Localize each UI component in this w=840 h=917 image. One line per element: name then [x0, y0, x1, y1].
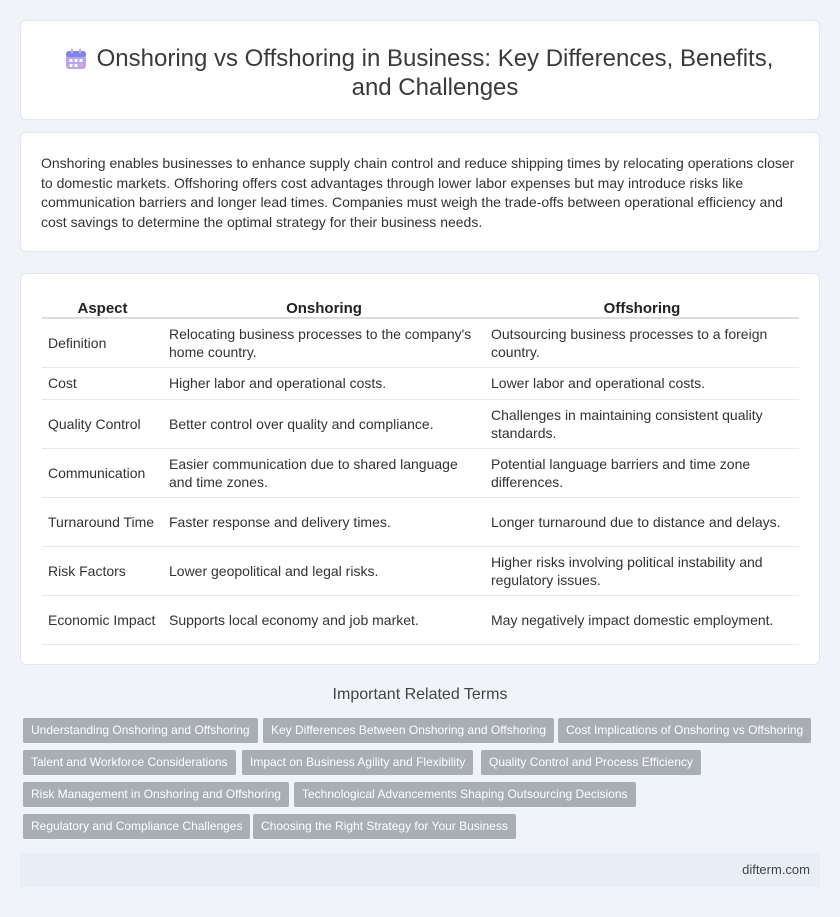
- header-offshoring: Offshoring: [485, 296, 799, 318]
- row-offshoring: Challenges in maintaining consistent quality standards.: [485, 399, 799, 448]
- related-term-tag[interactable]: Risk Management in Onshoring and Offshoring: [23, 782, 289, 807]
- row-aspect: Quality Control: [42, 399, 163, 448]
- intro-paragraph: Onshoring enables businesses to enhance supply chain control and reduce shipping times by relocating operations closer to domestic markets. Offshoring offers cost advantages through lower labor expenses but may introduce risks like communication barriers and longer lead times. Companies must weigh the trade-offs between operational efficiency and cost savings to determine the optimal strategy for their business needs.: [41, 155, 795, 230]
- row-offshoring: Potential language barriers and time zone differences.: [485, 448, 799, 497]
- row-onshoring: Better control over quality and compliance.: [163, 399, 485, 448]
- row-aspect: Risk Factors: [42, 546, 163, 595]
- intro-card: [20, 132, 820, 252]
- related-term-tag[interactable]: Understanding Onshoring and Offshoring: [23, 718, 258, 743]
- related-term-tag[interactable]: Key Differences Between Onshoring and Offshoring: [263, 718, 554, 743]
- related-term-tag[interactable]: Regulatory and Compliance Challenges: [23, 814, 250, 839]
- header-onshoring: Onshoring: [163, 296, 485, 318]
- footer: [20, 853, 820, 887]
- row-onshoring: Easier communication due to shared language and time zones.: [163, 448, 485, 497]
- footer-site-link[interactable]: difterm.com: [742, 862, 810, 877]
- related-term-tag[interactable]: Choosing the Right Strategy for Your Business: [253, 814, 516, 839]
- comparison-table: [42, 296, 799, 645]
- row-offshoring: Outsourcing business processes to a foreign country.: [485, 318, 799, 367]
- row-offshoring: Higher risks involving political instability and regulatory issues.: [485, 546, 799, 595]
- table-row: [42, 318, 799, 367]
- row-offshoring: Longer turnaround due to distance and delays.: [485, 497, 799, 546]
- row-aspect: Definition: [42, 318, 163, 367]
- table-row: [42, 448, 799, 497]
- table-row: [42, 595, 799, 644]
- header-card: [20, 20, 820, 120]
- header-aspect: Aspect: [42, 296, 163, 318]
- row-offshoring: Lower labor and operational costs.: [485, 367, 799, 399]
- row-onshoring: Relocating business processes to the company's home country.: [163, 318, 485, 367]
- related-term-tag[interactable]: Technological Advancements Shaping Outsourcing Decisions: [294, 782, 636, 807]
- page-title: Onshoring vs Offshoring in Business: Key Differences, Benefits, and Challenges: [96, 45, 774, 101]
- row-aspect: Communication: [42, 448, 163, 497]
- row-aspect: Turnaround Time: [42, 497, 163, 546]
- related-terms-title: Important Related Terms: [332, 686, 508, 703]
- related-term-tag[interactable]: Cost Implications of Onshoring vs Offshoring: [558, 718, 811, 743]
- comparison-card: [20, 273, 820, 665]
- table-row: [42, 367, 799, 399]
- row-onshoring: Higher labor and operational costs.: [163, 367, 485, 399]
- row-aspect: Cost: [42, 367, 163, 399]
- table-row: [42, 546, 799, 595]
- table-header-row: [42, 296, 799, 318]
- row-offshoring: May negatively impact domestic employment.: [485, 595, 799, 644]
- related-term-tag[interactable]: Impact on Business Agility and Flexibility: [242, 750, 473, 775]
- related-term-tag[interactable]: Quality Control and Process Efficiency: [481, 750, 701, 775]
- row-aspect: Economic Impact: [42, 595, 163, 644]
- related-term-tag[interactable]: Talent and Workforce Considerations: [23, 750, 236, 775]
- row-onshoring: Faster response and delivery times.: [163, 497, 485, 546]
- row-onshoring: Supports local economy and job market.: [163, 595, 485, 644]
- row-onshoring: Lower geopolitical and legal risks.: [163, 546, 485, 595]
- table-row: [42, 399, 799, 448]
- table-row: [42, 497, 799, 546]
